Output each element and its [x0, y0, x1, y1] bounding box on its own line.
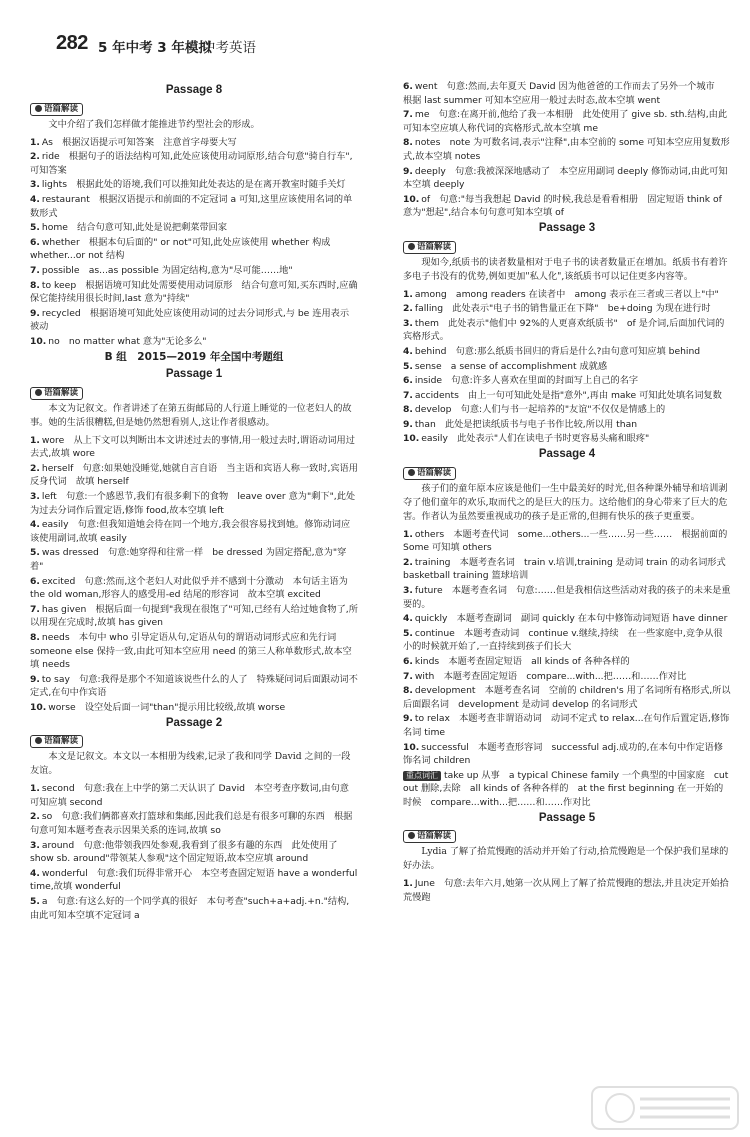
answer-item — [30, 193, 358, 220]
answer-item — [30, 335, 358, 349]
analysis-tag-label: 语篇解读 — [44, 736, 79, 747]
answer-explanation: with 本题考查固定短语 compare...with...把……和……作对比 — [414, 670, 687, 682]
answer-explanation: needs 本句中 who 引导定语从句,定语从句的谓语动词形式应和先行词 someone else 保持一致,由此可知本空应用 need 的第三人称单数形式,故本空填 needs — [30, 632, 352, 671]
answer-explanation: ride 根据句子的语法结构可知,此处应该使用动词原形,结合句意"骑自行车",可知答案 — [30, 151, 353, 176]
answer-explanation: excited 句意:然而,这个老妇人对此似乎并不感到十分激动 本句话主语为 the old woman,形容人的感受用-ed 结尾的形容词 故本空填 excited — [30, 575, 348, 601]
answer-explanation: around 句意:他带领我四处参观,我看到了很多有趣的东西 此处使用了 show sb. around"带领某人参观"这个固定短语,故本空应填 around — [30, 839, 338, 865]
bullet-icon — [35, 389, 42, 396]
answer-item — [403, 528, 731, 555]
answer-item — [30, 631, 358, 672]
answer-item — [30, 895, 358, 922]
bullet-icon — [35, 737, 42, 744]
answer-number: 4. — [30, 519, 40, 531]
answer-number: 7. — [30, 603, 40, 615]
answer-item — [30, 518, 358, 545]
answer-item — [403, 345, 731, 359]
analysis-tag-row — [403, 829, 731, 845]
answer-explanation: has given 根据后面一句提到"我现在很饱了"可知,已经有人给过她食物了,所以用现在完成时,故填 has given — [30, 603, 358, 629]
answer-item — [403, 288, 731, 302]
analysis-tag — [403, 830, 456, 843]
book-title: 5 年中考 3 年模拟 — [98, 40, 212, 56]
answer-number: 8. — [403, 137, 413, 149]
answer-number: 5. — [30, 895, 40, 907]
answer-number: 1. — [403, 878, 413, 890]
answer-item — [403, 712, 731, 739]
watermark-logo — [590, 1085, 740, 1131]
answer-number: 6. — [30, 236, 40, 248]
analysis-tag-label: 语篇解读 — [44, 387, 79, 398]
bullet-icon — [35, 105, 42, 112]
answer-item — [403, 556, 735, 583]
answer-item — [30, 575, 358, 602]
answer-explanation: them 此处表示"他们中 92%的人更喜欢纸质书" of 是介词,后面加代词的宾格形式。 — [403, 317, 725, 343]
answer-item — [403, 302, 731, 316]
answer-number: 9. — [30, 307, 40, 319]
answer-explanation: of 句意:"每当我想起 David 的时候,我总是看看相册 固定短语 think of 意为"想起",结合本句句意可知本空填 of — [403, 193, 722, 219]
page-header — [0, 0, 750, 78]
answer-item — [403, 741, 731, 768]
answer-item — [30, 867, 358, 894]
answer-item — [30, 839, 358, 866]
answer-number: 3. — [30, 839, 40, 851]
answer-explanation: home 结合句意可知,此处是说把剩菜带回家 — [41, 222, 228, 234]
answer-explanation: others 本题考查代词 some...others...一些……另一些…… 根据前面的 Some 可知填 others — [403, 528, 728, 554]
answer-item — [403, 389, 731, 403]
answer-number: 9. — [30, 673, 40, 685]
answer-explanation: behind 句意:那么纸质书回归的背后是什么?由句意可知应填 behind — [414, 345, 701, 357]
answer-explanation: whether 根据本句后面的" or not"可知,此处应该使用 whether 构成 whether...or not 结构 — [30, 236, 331, 262]
answer-number: 1. — [30, 434, 40, 446]
analysis-tag — [30, 387, 83, 400]
analysis-tag-row — [403, 466, 731, 482]
answer-item — [403, 670, 731, 684]
analysis-tag — [30, 735, 83, 748]
analysis-tag — [30, 103, 83, 116]
answer-item — [30, 307, 358, 334]
answer-item — [30, 434, 358, 461]
answer-number: 1. — [30, 783, 40, 795]
answer-item — [403, 418, 731, 432]
answer-number: 2. — [403, 556, 413, 568]
answer-number: 9. — [403, 418, 413, 430]
passage-title: Passage 1 — [165, 368, 223, 381]
answer-item — [30, 150, 358, 177]
answer-number: 1. — [30, 136, 40, 148]
answer-explanation: second 句意:我在上中学的第二天认识了 David 本空考查序数词,由句意可知应填 second — [30, 783, 349, 808]
answer-explanation: so 句意:我们俩都喜欢打篮球和集邮,因此我们总是有很多可聊的东西 根据句意可知本题考查表示因果关系的连词,故填 so — [30, 811, 353, 836]
answer-number: 1. — [403, 528, 413, 540]
answer-number: 8. — [30, 632, 40, 643]
answer-item — [403, 165, 731, 192]
answer-item — [30, 136, 358, 150]
answer-item — [403, 684, 731, 711]
answer-number: 3. — [30, 491, 40, 503]
answer-number: 2. — [30, 151, 40, 163]
answer-item — [30, 603, 358, 630]
answer-number: 9. — [403, 165, 413, 177]
answer-item — [30, 221, 358, 235]
answer-number: 4. — [403, 345, 413, 357]
answer-number: 3. — [403, 317, 413, 329]
answer-explanation: easily 句意:但我知道她会待在同一个地方,我会很容易找到她。修饰动词应该使用副词,故填 easily — [30, 519, 351, 544]
analysis-tag-label: 语篇解读 — [417, 467, 452, 478]
answer-number: 6. — [403, 656, 413, 667]
answer-item — [30, 264, 358, 278]
answer-number: 7. — [403, 109, 413, 121]
answer-explanation: recycled 根据语境可知此处应该使用动词的过去分词形式,与 be 连用表示被动 — [30, 307, 350, 333]
answer-item — [403, 108, 731, 135]
left-column — [30, 82, 358, 923]
answer-explanation: easily 此处表示"人们在读电子书时更容易头痛和眼疼" — [421, 433, 650, 445]
answer-explanation: accidents 由上一句可知此处是指"意外",再由 make 可知此处填名词复数 — [414, 389, 722, 401]
answer-number: 2. — [403, 303, 413, 315]
passage-title: Passage 5 — [538, 811, 596, 824]
answer-number: 6. — [30, 575, 40, 587]
bullet-icon — [408, 243, 415, 250]
passage-summary: 本文是记叙文。本文以一本相册为线索,记录了我和同学 David 之间的一段友谊。 — [30, 751, 351, 777]
answer-number: 4. — [30, 867, 40, 879]
passage-summary: 孩子们的童年原本应该是他们一生中最美好的时光,但各种课外辅导和培训剥夺了他们童年的欢乐,取而代之的是巨大的压力。这给他们的身心带来了巨大的危害。作者认为虽然要重视成功的孩子是正常的,但拥有快乐的孩子更重要。 — [403, 482, 728, 522]
analysis-tag — [403, 467, 456, 480]
answer-number: 8. — [30, 279, 40, 291]
analysis-tag — [403, 241, 456, 254]
answer-explanation: no no matter what 意为"无论多么" — [48, 335, 207, 347]
answer-item — [30, 490, 358, 517]
bullet-icon — [408, 469, 415, 476]
answer-number: 5. — [403, 360, 413, 372]
answer-item — [30, 701, 358, 715]
answer-explanation: to keep 根据语境可知此处需要使用动词原形 结合句意可知,买东西时,应确保它能持续用很长时间,last 意为"持续" — [30, 279, 358, 305]
answer-explanation: sense a sense of accomplishment 成就感 — [414, 360, 608, 372]
answer-item — [403, 627, 731, 654]
answer-item — [30, 810, 358, 837]
answer-number: 8. — [403, 404, 413, 416]
answer-explanation: quickly 本题考查副词 副词 quickly 在本句中修饰动词短语 have dinner — [414, 613, 728, 625]
answer-number: 8. — [403, 685, 413, 697]
answer-explanation: development 本题考查名词 空前的 children's 用了名词所有格形式,所以后面跟名词 development 是动词 develop 的名词形式 — [403, 685, 731, 710]
right-column — [403, 80, 735, 905]
key-vocab — [403, 769, 731, 810]
answer-item — [30, 178, 358, 192]
passage-summary: 文中介绍了我们怎样做才能推进节约型社会的形成。 — [48, 118, 260, 130]
passage-summary: 现如今,纸质书的读者数量相对于电子书的读者数量正在增加。纸质书有着许多电子书没有的优势,例如更加"私人化",该纸质书可以记住更多内容等。 — [403, 256, 728, 282]
answer-explanation: was dressed 句意:她穿得和往常一样 be dressed 为固定搭配,意为"穿着" — [30, 547, 347, 573]
answer-number: 3. — [403, 585, 413, 597]
answer-number: 3. — [30, 179, 40, 191]
answer-explanation: to relax 本题考查非谓语动词 动词不定式 to relax...在句作后置定语,修饰名词 time — [403, 713, 730, 738]
answer-explanation: herself 句意:如果她没睡觉,她就自言自语 当主语和宾语人称一致时,宾语用反身代词 故填 herself — [30, 462, 358, 488]
answer-number: 4. — [403, 613, 413, 625]
answer-number: 7. — [403, 670, 413, 682]
passage-summary: 本文为记叙文。作者讲述了在第五街邮局的人行道上睡觉的一位老妇人的故事。她的生活很糟糕,但是她仍然想看别人,这让作者很感动。 — [30, 402, 352, 428]
answer-explanation: left 句意:一个感恩节,我们有很多剩下的食物 leave over 意为"剩下",此处为过去分词作后置定语,修饰 food,故本空填 left — [30, 491, 356, 516]
answer-item — [403, 584, 731, 611]
answer-explanation: training 本题考查名词 train v.培训,training 是动词 train 的动名词形式 basketball training 篮球培训 — [403, 556, 735, 582]
answer-number: 5. — [30, 547, 40, 559]
analysis-tag-row — [403, 240, 731, 256]
answer-explanation: kinds 本题考查固定短语 all kinds of 各种各样的 — [414, 656, 630, 667]
answer-explanation: possible as...as possible 为固定结构,意为"尽可能……地" — [41, 264, 293, 276]
analysis-tag-label: 语篇解读 — [44, 103, 79, 114]
answer-explanation: me 句意:在离开前,他给了我一本相册 此处使用了 give sb. sth.结构,由此可知本空应填人称代词的宾格形式,故本空填 me — [403, 109, 728, 134]
answer-explanation: wonderful 句意:我们玩得非常开心 本空考查固定短语 have a wonderful time,故填 wonderful — [30, 867, 358, 893]
answer-explanation: develop 句意:人们与书一起培养的"友谊"不仅仅是情感上的 — [414, 404, 666, 416]
answer-item — [403, 612, 731, 626]
answer-number: 1. — [403, 288, 413, 300]
answer-number: 9. — [403, 713, 413, 725]
answer-item — [403, 374, 731, 388]
answer-number: 10. — [403, 193, 420, 205]
answer-explanation: inside 句意:许多人喜欢在里面的封面写上自己的名字 — [414, 375, 639, 387]
answer-explanation: successful 本题考查形容词 successful adj.成功的,在本句中作定语修饰名词 children — [403, 741, 723, 767]
passage-title: Passage 2 — [165, 716, 223, 729]
answer-explanation: falling 此处表示"电子书的销售量正在下降" be+doing 为现在进行时 — [414, 303, 711, 315]
answer-item — [403, 432, 731, 446]
analysis-tag-label: 语篇解读 — [417, 241, 452, 252]
key-vocab-text: take up 从事 a typical Chinese family 一个典型的中国家庭 cut out 删除,去除 all kinds of 各种各样的 at the first beginning 在一开始的时候 compare...with...把……和……作对比 — [403, 769, 729, 808]
answer-number: 10. — [30, 335, 47, 347]
answer-explanation: a 句意:有这么好的一个同学真的很好 本句考查"such+a+adj.+n."结构,由此可知本空填不定冠词 a — [30, 895, 350, 921]
answer-item — [403, 655, 731, 669]
page-number: 282 — [56, 32, 88, 54]
answer-explanation: future 本题考查名词 句意:……但是我相信这些活动对我的孩子的未来是重要的。 — [403, 585, 731, 610]
analysis-tag-row — [30, 386, 358, 402]
answer-explanation: than 此处是把读纸质书与电子书作比较,所以用 than — [414, 418, 638, 430]
key-vocab-tag: 重点词汇 — [403, 771, 441, 781]
passage-title: Passage 4 — [538, 448, 596, 461]
answer-number: 10. — [403, 433, 420, 445]
answer-item — [30, 279, 358, 306]
answer-explanation: among among readers 在读者中 among 表示在三者或三者以上"中" — [414, 288, 719, 300]
analysis-tag-row — [30, 102, 358, 118]
answer-number: 10. — [30, 701, 47, 713]
answer-item — [403, 80, 731, 107]
book-subtitle: 中考英语 — [202, 40, 256, 56]
answer-item — [403, 136, 731, 163]
section-group-title: B 组 2015—2019 年全国中考题组 — [104, 350, 284, 363]
answer-explanation: deeply 句意:我被深深地感动了 本空应用副词 deeply 修饰动词,由此可知本空填 deeply — [403, 165, 728, 191]
answer-number: 5. — [403, 627, 413, 639]
answer-explanation: restaurant 根据汉语提示和前面的不定冠词 a 可知,这里应该使用名词的单数形式 — [30, 193, 353, 219]
answer-item — [403, 403, 731, 417]
answer-explanation: to say 句意:我得是那个不知道该说些什么的人了 特殊疑问词后面跟动词不定式,在句中作宾语 — [30, 673, 358, 699]
answer-item — [30, 673, 358, 700]
passage-summary: Lydia 了解了拾荒慢跑的活动并开始了行动,拾荒慢跑是一个保护我们星球的好办法。 — [403, 846, 729, 872]
answer-number: 6. — [403, 81, 413, 92]
answer-item — [30, 462, 358, 489]
answer-item — [30, 546, 358, 573]
answer-item — [30, 782, 358, 809]
answer-number: 10. — [403, 741, 420, 753]
answer-explanation: went 句意:然而,去年夏天 David 因为他爸爸的工作而去了另外一个城市 根据 last summer 可知本空应用一般过去时态,故本空填 went — [403, 81, 724, 106]
answer-explanation: June 句意:去年六月,她第一次从网上了解了拾荒慢跑的想法,并且决定开始拾荒慢跑 — [403, 878, 729, 903]
answer-explanation: continue 本题考查动词 continue v.继续,持续 在一些家庭中,竞争从很小的时候就开始了,一直持续到孩子们长大 — [403, 627, 723, 653]
bullet-icon — [408, 832, 415, 839]
answer-number: 7. — [403, 389, 413, 401]
answer-number: 2. — [30, 811, 40, 823]
analysis-tag-row — [30, 734, 358, 750]
answer-item — [30, 236, 358, 263]
answer-explanation: wore 从上下文可以判断出本文讲述过去的事情,用一般过去时,谓语动词用过去式,故填 wore — [30, 434, 355, 460]
answer-number: 4. — [30, 193, 40, 205]
answer-explanation: notes note 为可数名词,表示"注释",由本空前的 some 可知本空应用复数形式,故本空填 notes — [403, 137, 730, 162]
answer-item — [403, 193, 731, 220]
answer-number: 5. — [30, 222, 40, 234]
answer-item — [403, 877, 731, 904]
answer-item — [403, 317, 731, 344]
analysis-tag-label: 语篇解读 — [417, 831, 452, 842]
answer-explanation: lights 根据此处的语境,我们可以推知此处表达的是在离开教室时随手关灯 — [41, 179, 346, 191]
answer-number: 2. — [30, 462, 40, 474]
passage-title: Passage 3 — [538, 221, 596, 234]
answer-explanation: As 根据汉语提示可知答案 注意首字母要大写 — [41, 136, 237, 148]
answer-item — [403, 360, 731, 374]
passage-title: Passage 8 — [165, 84, 223, 96]
answer-number: 7. — [30, 264, 40, 276]
answer-number: 6. — [403, 375, 413, 387]
answer-explanation: worse 设空处后面一词"than"提示用比较级,故填 worse — [48, 701, 286, 713]
